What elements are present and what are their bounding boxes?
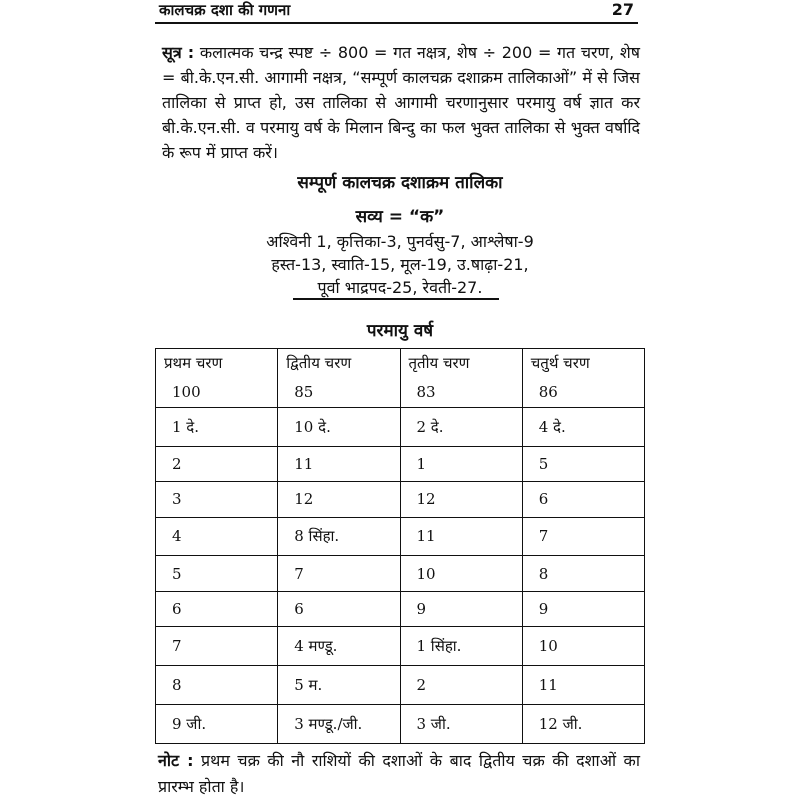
table-cell: 3 मण्डू./जी. xyxy=(278,704,400,743)
table-cell: 8 xyxy=(156,665,278,704)
table-row xyxy=(156,446,645,481)
table-cell: 6 xyxy=(156,591,278,626)
running-header xyxy=(155,0,638,24)
total-cell: 86 xyxy=(522,377,644,408)
table-cell: 3 जी. xyxy=(400,704,522,743)
table-cell: 1 सिंहा. xyxy=(400,627,522,666)
column-header: चतुर्थ चरण xyxy=(522,349,644,378)
table-row xyxy=(156,627,645,666)
formula-text: कलात्मक चन्द्र स्पष्ट ÷ 800 = गत नक्षत्र, शेष ÷ 200 = गत चरण, शेष = बी.के.एन.सी. आगामी नक्षत्र, “सम्पूर्ण कालचक्र दशाक्रम तालिकाओं” में से जिस तालिका से प्राप्त हो, उस तालिका से आगामी चरणानुसार परमायु वर्ष ज्ञात कर बी.के.एन.सी. व परमायु वर्ष के मिलान बिन्दु का फल भुक्त तालिका से भुक्त वर्षादि के रूप में प्राप्त करें। xyxy=(162,43,640,162)
table-cell: 11 xyxy=(522,665,644,704)
table-cell: 12 जी. xyxy=(522,704,644,743)
page-number: 27 xyxy=(611,0,634,19)
table-row xyxy=(156,482,645,517)
table-cell: 2 दे. xyxy=(400,408,522,447)
table-cell: 2 xyxy=(156,446,278,481)
table-cell: 7 xyxy=(522,517,644,556)
divider-line xyxy=(293,298,499,300)
table-cell: 1 xyxy=(400,446,522,481)
table-cell: 11 xyxy=(400,517,522,556)
chapter-title: कालचक्र दशा की गणना xyxy=(159,1,291,19)
table-cell: 5 xyxy=(156,556,278,591)
table-cell: 4 xyxy=(156,517,278,556)
table-cell: 9 xyxy=(522,591,644,626)
table-row xyxy=(156,665,645,704)
table-cell: 12 xyxy=(400,482,522,517)
table-cell: 10 xyxy=(400,556,522,591)
total-cell: 100 xyxy=(156,377,278,408)
total-cell: 85 xyxy=(278,377,400,408)
column-header: प्रथम चरण xyxy=(156,349,278,378)
table-cell: 10 xyxy=(522,627,644,666)
note-text: प्रथम चक्र की नौ राशियों की दशाओं के बाद द्वितीय चक्र की दशाओं का प्रारम्भ होता है। xyxy=(158,751,640,796)
table-cell: 8 सिंहा. xyxy=(278,517,400,556)
table-cell: 10 दे. xyxy=(278,408,400,447)
totals-row xyxy=(156,377,645,408)
note-label: नोट : xyxy=(158,751,194,770)
table-cell: 12 xyxy=(278,482,400,517)
table-title: परमायु वर्ष xyxy=(366,321,434,341)
table-cell: 11 xyxy=(278,446,400,481)
paramayu-table xyxy=(155,348,645,744)
nakshatra-line-1: अश्विनी 1, कृत्तिका-3, पुनर्वसु-7, आश्लेषा-9 xyxy=(266,232,534,251)
table-row xyxy=(156,591,645,626)
table-cell: 1 दे. xyxy=(156,408,278,447)
formula-label: सूत्र : xyxy=(162,43,195,62)
table-cell: 5 म. xyxy=(278,665,400,704)
table-cell: 6 xyxy=(278,591,400,626)
note-paragraph xyxy=(158,748,640,800)
table-row xyxy=(156,517,645,556)
table-cell: 3 xyxy=(156,482,278,517)
table-row xyxy=(156,704,645,743)
table-row xyxy=(156,408,645,447)
table-cell: 8 xyxy=(522,556,644,591)
section-heading: सम्पूर्ण कालचक्र दशाक्रम तालिका xyxy=(297,173,503,193)
table-cell: 4 मण्डू. xyxy=(278,627,400,666)
formula-paragraph xyxy=(162,40,640,165)
table-cell: 9 जी. xyxy=(156,704,278,743)
table-cell: 2 xyxy=(400,665,522,704)
nakshatra-line-3: पूर्वा भाद्रपद-25, रेवती-27. xyxy=(317,278,483,297)
section-subheading: सव्य = “क” xyxy=(355,207,445,227)
total-cell: 83 xyxy=(400,377,522,408)
column-header: तृतीय चरण xyxy=(400,349,522,378)
nakshatra-line-2: हस्त-13, स्वाति-15, मूल-19, उ.षाढ़ा-21, xyxy=(271,255,529,274)
table-cell: 4 दे. xyxy=(522,408,644,447)
table-cell: 9 xyxy=(400,591,522,626)
table-cell: 6 xyxy=(522,482,644,517)
column-header: द्वितीय चरण xyxy=(278,349,400,378)
table-cell: 7 xyxy=(278,556,400,591)
table-header-row xyxy=(156,349,645,378)
table-cell: 7 xyxy=(156,627,278,666)
table-row xyxy=(156,556,645,591)
table-cell: 5 xyxy=(522,446,644,481)
